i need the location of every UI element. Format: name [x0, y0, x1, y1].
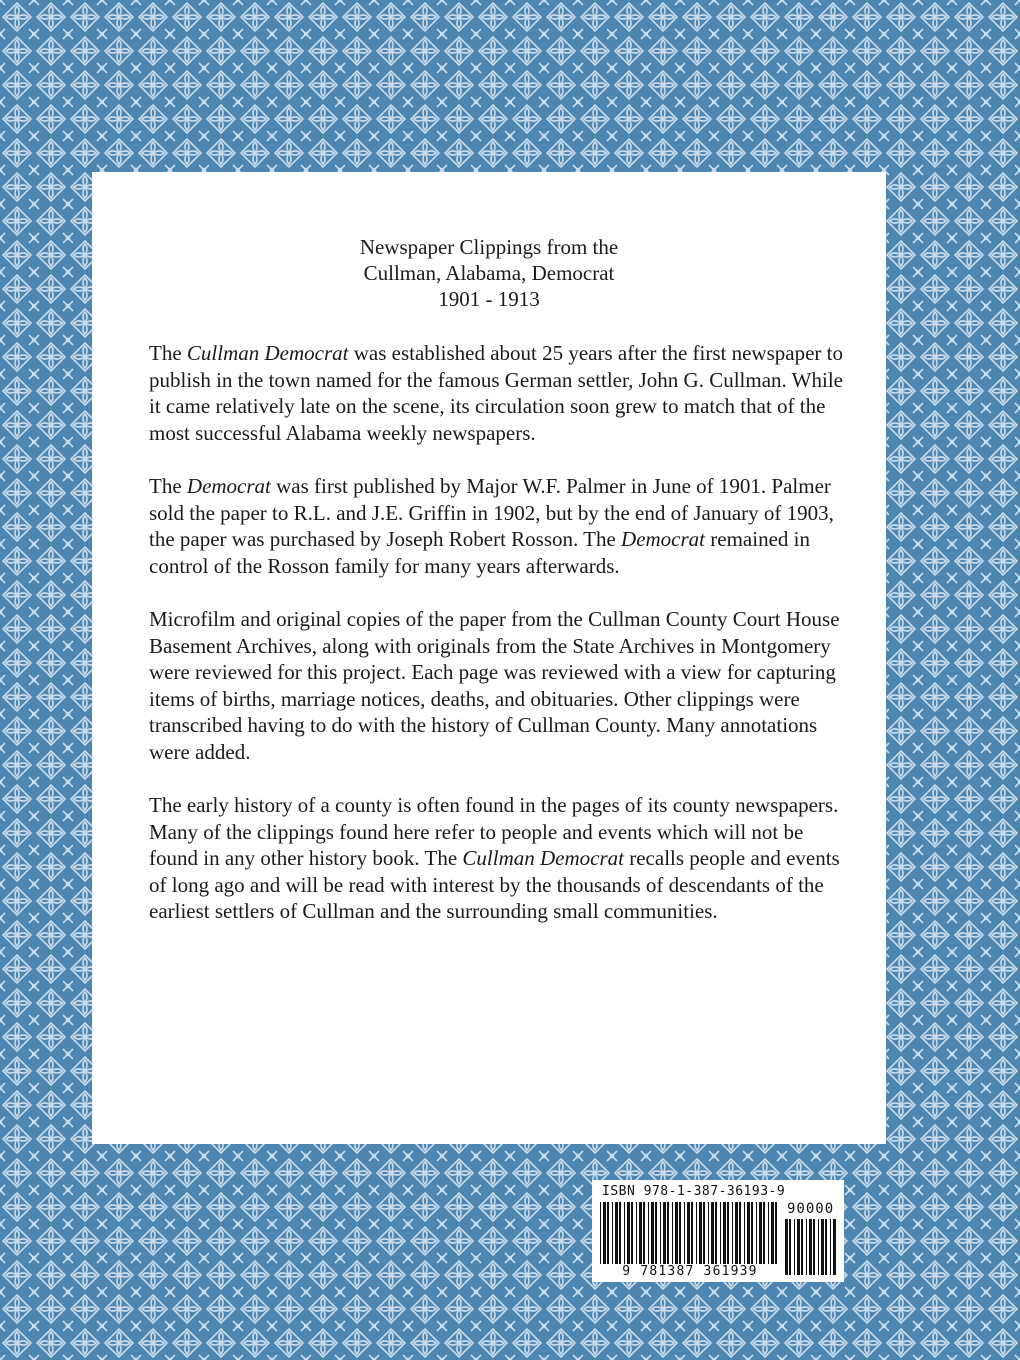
paragraph-1: The Cullman Democrat was established about 25 years after the first newspaper to publish in the town named for the famous German settler, John G. Cullman. While it came relatively late on the scene, its circulation soon grew to match that of the most successful Alabama weekly newspapers.	[149, 341, 843, 445]
barcode-icon	[600, 1202, 780, 1265]
newspaper-name: Democrat	[621, 527, 706, 551]
newspaper-name: Cullman Democrat	[462, 846, 624, 870]
page-title	[92, 234, 886, 312]
newspaper-name: Cullman Democrat	[186, 341, 349, 365]
description-body	[149, 340, 849, 952]
newspaper-name: Democrat	[186, 474, 271, 498]
title-line-3: 1901 - 1913	[438, 287, 540, 311]
text-panel	[92, 172, 886, 1144]
addon-barcode-icon	[785, 1219, 837, 1275]
barcode-digits: 9 781387 361939	[600, 1264, 780, 1279]
paragraph-3: Microfilm and original copies of the paper from the Cullman County Court House Basement Archives, along with originals from the State Archives in Montgomery were reviewed for this project. Each page was reviewed with a view for capturing items of births, marriage notices, deaths, and obituaries. Other clippings were transcribed having to do with the history of Cullman County. Many annotations were added.	[149, 607, 840, 764]
price-code: 90000	[787, 1201, 835, 1217]
paragraph-2: The Democrat was first published by Major W.F. Palmer in June of 1901. Palmer sold the paper to R.L. and J.E. Griffin in 1902, but by the end of January of 1903, the paper was purchased by Joseph Robert Rosson. The Democrat remained in control of the Rosson family for many years afterwards.	[149, 474, 834, 578]
isbn-barcode	[592, 1180, 844, 1282]
title-line-1: Newspaper Clippings from the	[359, 235, 619, 259]
isbn-label: ISBN 978-1-387-36193-9	[602, 1184, 786, 1199]
paragraph-4: The early history of a county is often found in the pages of its county newspapers. Many of the clippings found here refer to people and events which will not be found in any other history book. The Cullman Democrat recalls people and events of long ago and will be read with interest by the thousands of descendants of the earliest settlers of Cullman and the surrounding small communities.	[149, 793, 840, 923]
title-line-2: Cullman, Alabama, Democrat	[363, 261, 615, 285]
